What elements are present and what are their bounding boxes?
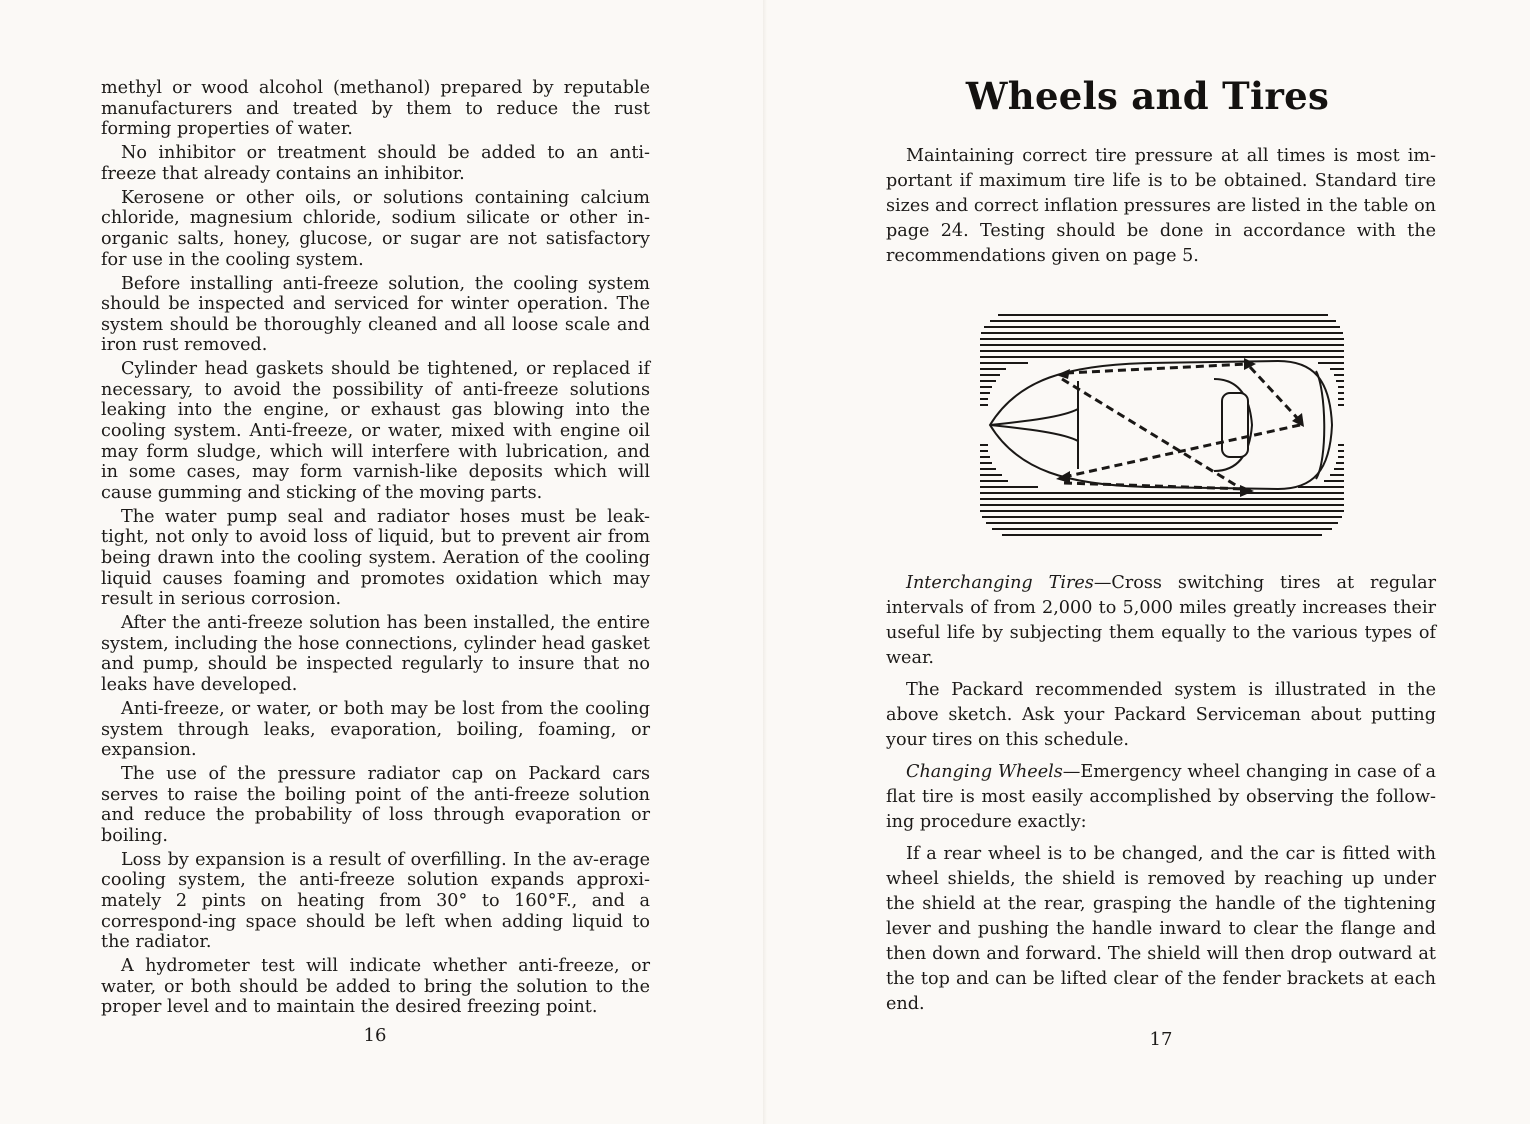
- paragraph: The Packard recommended system is illustrated in the above sketch. Ask your Packard Serviceman about putting your tires on this schedule.: [886, 680, 1436, 750]
- paragraph-changing: [886, 760, 1436, 835]
- page-number: 17: [1149, 1029, 1173, 1050]
- left-page-text: [101, 78, 650, 1021]
- paragraph: The use of the pressure radiator cap on Packard cars serves to raise the boiling point of the anti-freeze solution and reduce the probability of loss through evaporation or boiling.: [101, 764, 650, 846]
- paragraph: Kerosene or other oils, or solutions containing calcium chloride, magnesium chloride, sodium silicate or other in-organic salts, honey, glucose, or sugar are not satisfactory for use in the cooling system.: [101, 187, 650, 270]
- car-outline: [990, 361, 1332, 489]
- right-page: [765, 0, 1530, 1124]
- interchanging-heading: Interchanging Tires: [906, 573, 1094, 593]
- changing-heading: Changing Wheels: [906, 762, 1063, 782]
- paragraph: Loss by expansion is a result of overfilling. In the av-erage cooling system, the anti-freeze solution expands approxi-mately 2 pints on heating from 30° to 160°F., and a correspond-ing space should be left when adding liquid to the radiator.: [101, 849, 650, 953]
- paragraph: Anti-freeze, or water, or both may be lost from the cooling system through leaks, evaporation, boiling, foaming, or expansion.: [101, 698, 650, 761]
- paragraph: Maintaining correct tire pressure at all times is most im-portant if maximum tire life is to be obtained. Standard tire sizes and correct inflation pressures are listed in the table on page 24. Testing should be done in accordance with the recommendations given on page 5.: [886, 146, 1436, 266]
- paragraph: methyl or wood alcohol (methanol) prepared by reputable manufacturers and treated by them to reduce the rust forming properties of water.: [101, 78, 650, 140]
- body-text: [886, 571, 1436, 1024]
- paragraph-interchanging: [886, 571, 1436, 671]
- tire-rotation-diagram: [978, 309, 1348, 541]
- paragraph: Before installing anti-freeze solution, the cooling system should be inspected and serviced for winter operation. The system should be thoroughly cleaned and all loose scale and iron rust removed.: [101, 273, 650, 356]
- paragraph: The water pump seal and radiator hoses must be leak-tight, not only to avoid loss of liquid, but to prevent air from being drawn into the cooling system. Aeration of the cooling liquid causes foaming and promotes oxidation which may result in serious corrosion.: [101, 506, 650, 610]
- interchanging-text: —Cross switching tires at regular intervals of from 2,000 to 5,000 miles greatly increases their useful life by subjecting them equally to the various types of wear.: [886, 573, 1436, 668]
- paragraph: If a rear wheel is to be changed, and the car is fitted with wheel shields, the shield is removed by reaching up under the shield at the rear, grasping the handle of the tightening lever and pushing the handle inward to clear the flange and then down and forward. The shield will then drop outward at the top and can be lifted clear of the fender brackets at each end.: [886, 844, 1436, 1014]
- page-title: Wheels and Tires: [965, 74, 1330, 118]
- page-number: 16: [363, 1025, 387, 1046]
- paragraph: After the anti-freeze solution has been installed, the entire system, including the hose connections, cylinder head gasket and pump, should be inspected regularly to insure that no leaks have developed.: [101, 613, 650, 695]
- intro-text: [886, 144, 1436, 276]
- changing-text: —Emergency wheel changing in case of a flat tire is most easily accomplished by observing the follow-ing procedure exactly:: [886, 762, 1436, 832]
- paragraph: A hydrometer test will indicate whether anti-freeze, or water, or both should be added to bring the solution to the proper level and to maintain the desired freezing point.: [101, 956, 650, 1018]
- paragraph: No inhibitor or treatment should be added to an anti-freeze that already contains an inhibitor.: [101, 143, 650, 184]
- paragraph: Cylinder head gaskets should be tightened, or replaced if necessary, to avoid the possibility of anti-freeze solutions leaking into the engine, or exhaust gas blowing into the cooling system. Anti-freeze, or water, mixed with engine oil may form sludge, which will interfere with lubrication, and in some cases, may form varnish-like deposits which will cause gumming and sticking of the moving parts.: [101, 359, 650, 503]
